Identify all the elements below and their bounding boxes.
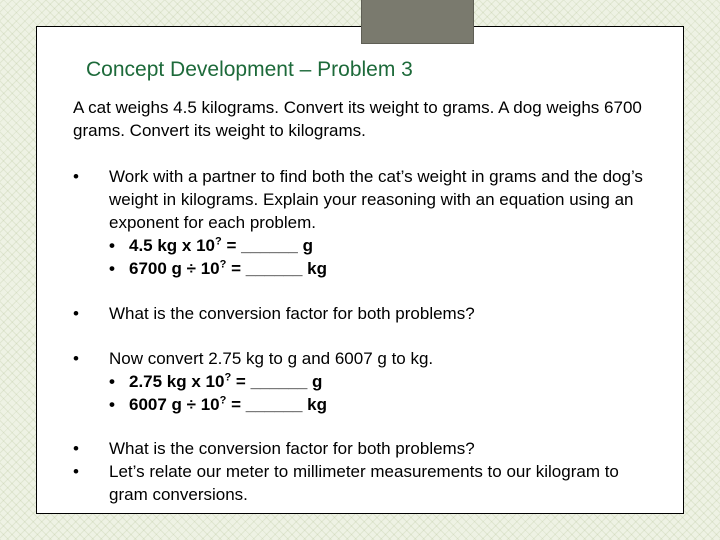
equation-line-g xyxy=(109,393,649,416)
bullet-marker: • xyxy=(73,462,79,481)
title-bar-block xyxy=(361,0,474,44)
equation-before: 6007 g ÷ 10 xyxy=(129,395,220,414)
bullet-main-text: Now convert 2.75 kg to g and 6007 g to kg. xyxy=(109,349,434,368)
bullet-marker: • xyxy=(73,439,79,458)
bullet-text xyxy=(109,165,649,280)
equation-before: 2.75 kg x 10 xyxy=(129,372,225,391)
equation-after: = ______ g xyxy=(221,236,313,255)
sub-bullet-marker: • xyxy=(109,395,115,414)
equation-exponent: ? xyxy=(219,258,227,271)
bullet-marker: • xyxy=(73,167,79,186)
bullet-text xyxy=(109,347,649,416)
equation-line-kg xyxy=(109,370,649,393)
sub-bullet-marker: • xyxy=(109,372,115,391)
problem-intro: A cat weighs 4.5 kilograms. Convert its weight to grams. A dog weighs 6700 grams. Convert its weight to kilograms. xyxy=(73,98,642,140)
equation-after: = ______ kg xyxy=(226,259,328,278)
bullet-text: What is the conversion factor for both problems? xyxy=(109,304,475,323)
bullet-text xyxy=(109,437,649,506)
sub-bullet-marker: • xyxy=(109,236,115,255)
equation-line-cat xyxy=(109,234,649,257)
equation-exponent: ? xyxy=(215,235,222,248)
sub-bullet-marker: • xyxy=(109,259,115,278)
bullet-marker: • xyxy=(73,349,79,368)
slide-title: Concept Development – Problem 3 xyxy=(86,58,413,81)
bullet-marker: • xyxy=(73,304,79,323)
equation-after: = ______ kg xyxy=(226,395,328,414)
bullet-line-question: What is the conversion factor for both problems? xyxy=(109,439,475,458)
bullet-line-relate: Let’s relate our meter to millimeter measurements to our kilogram to gram conversions. xyxy=(109,462,619,504)
equation-line-dog xyxy=(109,257,649,280)
equation-exponent: ? xyxy=(224,371,232,384)
equation-after: = ______ g xyxy=(231,372,323,391)
equation-exponent: ? xyxy=(219,394,227,407)
equation-before: 4.5 kg x 10 xyxy=(129,236,216,255)
bullet-main-text: Work with a partner to find both the cat’s weight in grams and the dog’s weight in kilograms. Explain your reasoning with an equation using an exponent for each problem. xyxy=(109,167,643,232)
equation-before: 6700 g ÷ 10 xyxy=(129,259,220,278)
